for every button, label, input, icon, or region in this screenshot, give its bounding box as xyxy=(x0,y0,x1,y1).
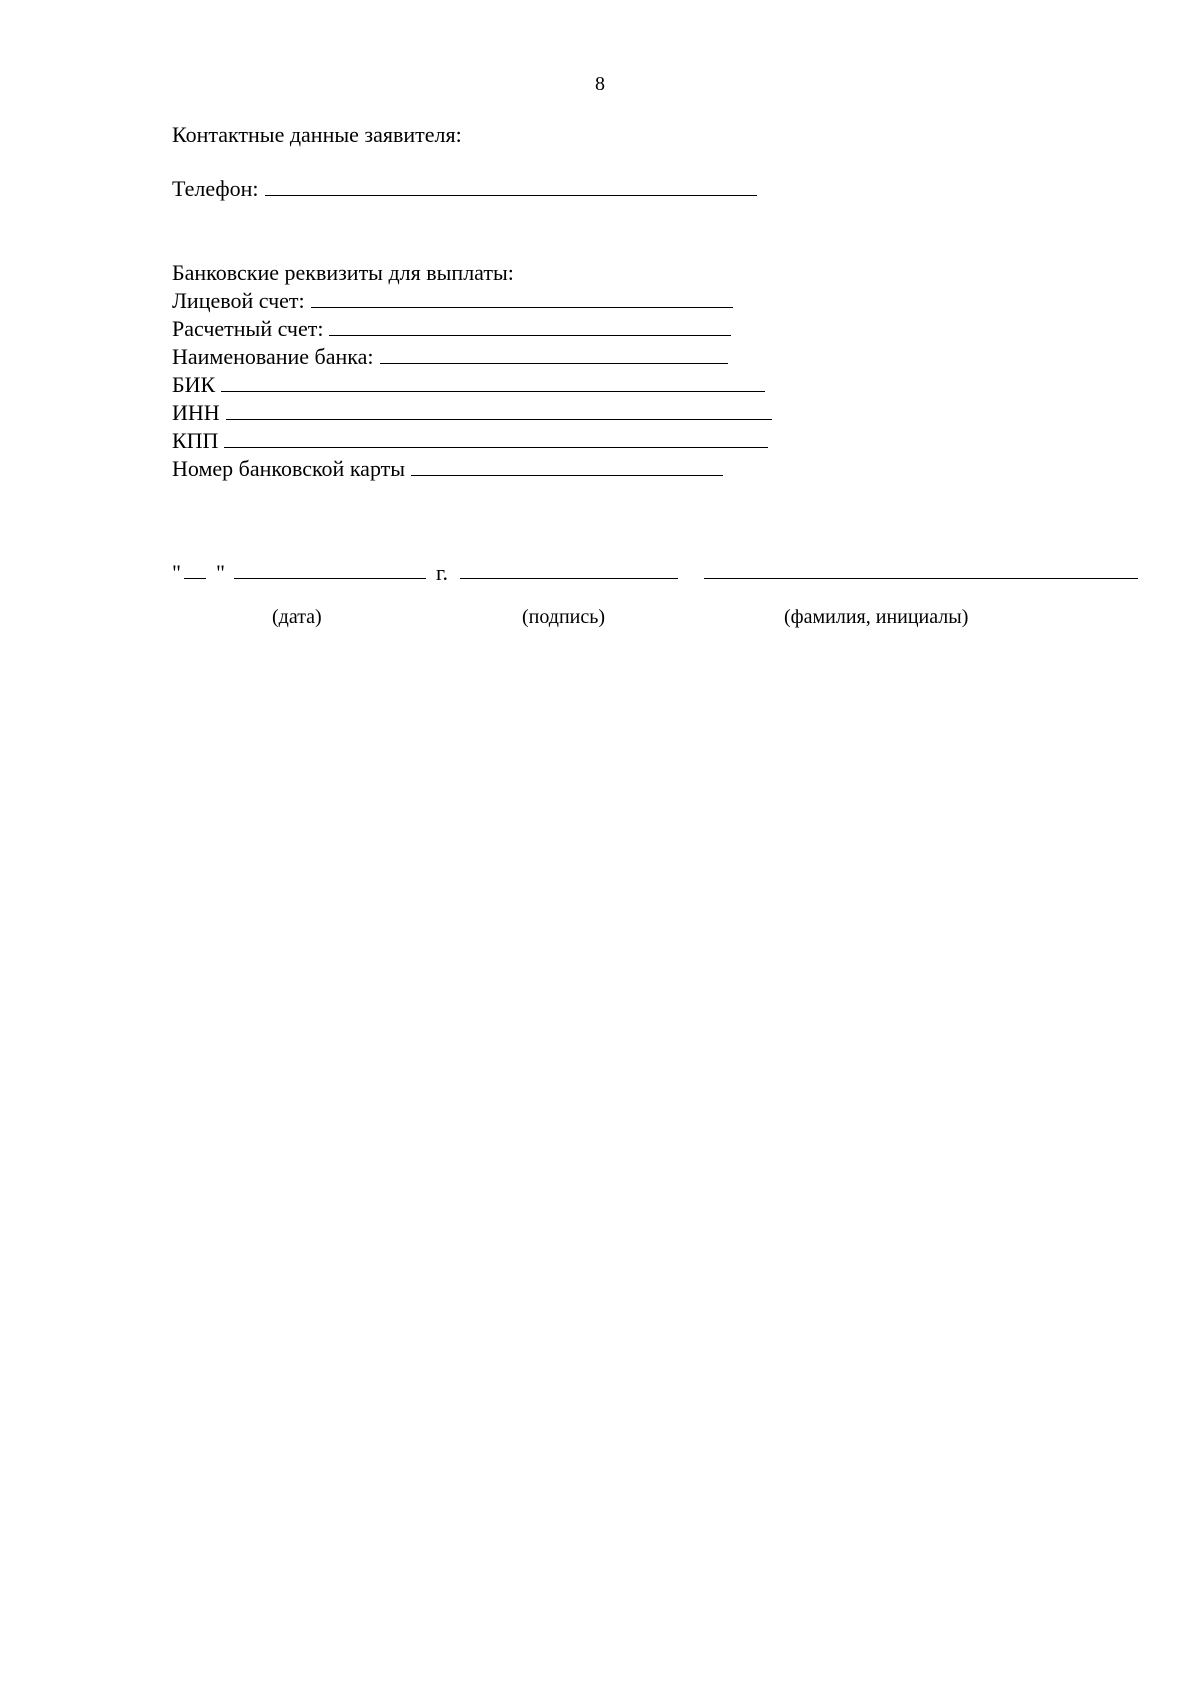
phone-label: Телефон: xyxy=(172,176,259,201)
signature-field[interactable] xyxy=(460,578,678,579)
page-number: 8 xyxy=(595,73,605,95)
contacts-heading: Контактные данные заявителя: xyxy=(172,122,462,147)
card-number-label: Номер банковской карты xyxy=(172,456,406,481)
kpp-field[interactable] xyxy=(224,429,768,448)
close-quote: " xyxy=(216,560,225,585)
signature-caption: (подпись) xyxy=(522,606,606,628)
phone-field[interactable] xyxy=(265,177,757,196)
bik-field[interactable] xyxy=(221,373,765,392)
bank-heading: Банковские реквизиты для выплаты: xyxy=(172,260,514,285)
bik-row xyxy=(172,372,765,398)
day-field[interactable] xyxy=(184,578,206,579)
kpp-row xyxy=(172,428,768,454)
personal-account-label: Лицевой счет: xyxy=(172,288,305,313)
open-quote: " xyxy=(172,560,181,585)
full-name-field[interactable] xyxy=(704,578,1138,579)
phone-row xyxy=(172,176,757,202)
settlement-account-label: Расчетный счет: xyxy=(172,316,324,341)
settlement-account-row xyxy=(172,316,731,342)
inn-field[interactable] xyxy=(226,401,772,420)
card-number-row xyxy=(172,456,723,482)
card-number-field[interactable] xyxy=(411,457,723,476)
personal-account-row xyxy=(172,288,733,314)
inn-row xyxy=(172,400,772,426)
bik-label: БИК xyxy=(172,372,216,397)
year-suffix: г. xyxy=(436,560,449,585)
inn-label: ИНН xyxy=(172,400,220,425)
name-caption: (фамилия, инициалы) xyxy=(784,606,969,628)
month-field[interactable] xyxy=(234,578,426,579)
bank-name-row xyxy=(172,344,728,370)
kpp-label: КПП xyxy=(172,428,219,453)
settlement-account-field[interactable] xyxy=(329,317,731,336)
personal-account-field[interactable] xyxy=(311,289,733,308)
bank-name-label: Наименование банка: xyxy=(172,344,374,369)
bank-name-field[interactable] xyxy=(380,345,728,364)
date-caption: (дата) xyxy=(272,606,322,628)
signature-row xyxy=(172,560,1152,590)
